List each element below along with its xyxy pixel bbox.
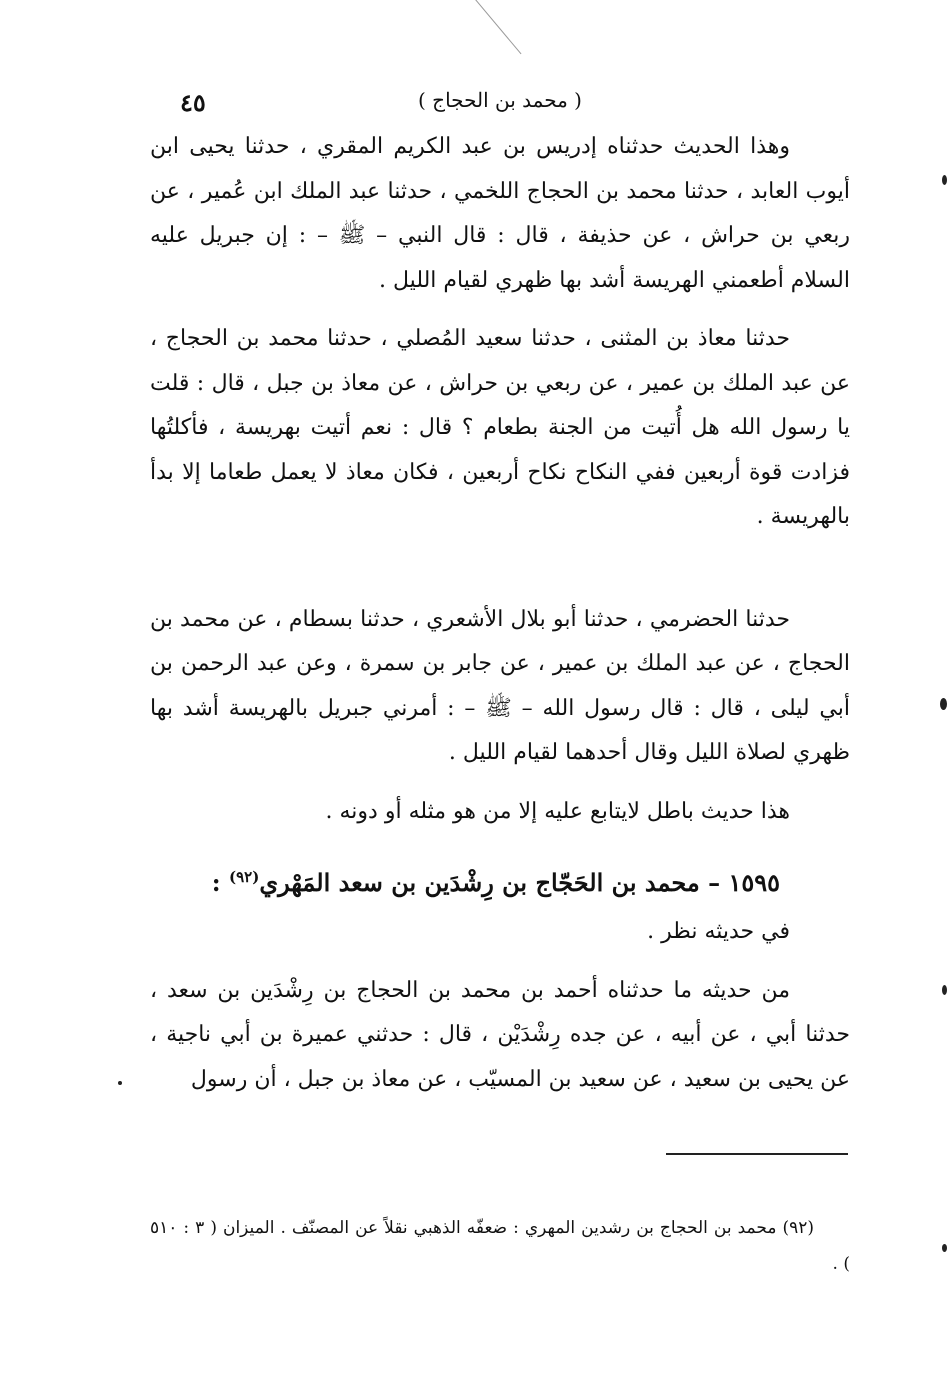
paragraph-3: حدثنا الحضرمي ، حدثنا أبو بلال الأشعري ، حدثنا بسطام ، عن محمد بن الحجاج ، عن عبد الملك بن عمير ، عن جابر بن سمرة ، وعن عبد الرحمن بن أبي ليلى ، قال : قال رسول الله – ﷺ – : أمرني جبريل بالهريسة أشد بها ظهري لصلاة الليل وقال أحدهما لقيام الليل . xyxy=(150,606,850,765)
paragraph-1: وهذا الحديث حدثناه إدريس بن عبد الكريم المقري ، حدثنا يحيى ابن أيوب العابد ، حدثنا محمد بن الحجاج اللخمي ، حدثنا عبد الملك ابن عُمير ، عن ربعي بن حراش ، عن حذيفة ، قال : قال النبي – ﷺ – : إن جبريل عليه السلام أطعمني الهريسة أشد بها ظهري لقيام الليل . xyxy=(150,134,850,293)
margin-dot xyxy=(942,1244,947,1252)
entry-heading-text: ١٥٩٥ – محمد بن الحَجّاج بن رِشْدَين بن سعد المَهْري xyxy=(259,868,780,897)
margin-dot xyxy=(942,175,947,185)
entry-heading-colon: : xyxy=(211,868,229,897)
paragraph-gap xyxy=(150,540,850,598)
footnote-92: (٩٢) محمد بن الحجاج بن رشدين المهري : ضعفّه الذهبي نقلاً عن المصنّف . الميزان ( ٣ : ٥١٠ ) . xyxy=(150,1218,850,1274)
footnote-separator xyxy=(666,1153,848,1155)
page-number: ٤٥ xyxy=(180,88,206,117)
margin-dot xyxy=(940,698,947,710)
paragraph-6: من حديثه ما حدثناه أحمد بن محمد بن الحجاج بن رِشْدَين بن سعد ، حدثنا أبي ، عن أبيه ، عن جده رِشْدَيْن ، قال : حدثني عميرة بن أبي ناجية ، عن يحيى بن سعيد ، عن سعيد بن المسيّب ، عن معاذ بن جبل ، أن رسول xyxy=(150,977,850,1092)
margin-dot xyxy=(118,1081,122,1085)
entry-heading xyxy=(150,856,850,910)
footnote-reference[interactable]: (٩٢) xyxy=(228,868,260,886)
paragraph-2: حدثنا معاذ بن المثنى ، حدثنا سعيد المُصلي ، حدثنا محمد بن الحجاج ، عن عبد الملك بن عمير ، عن ربعي بن حراش ، عن معاذ بن جبل ، قال : قلت يا رسول الله هل أُتيت من الجنة بطعام ؟ قال : نعم أتيت بهريسة ، فأكلتُها فزادت قوة أربعين ففي النكاح نكاح أربعين ، فكان معاذ لا يعمل طعاما إلا بدأ بالهريسة . xyxy=(150,326,850,529)
scan-crease-line xyxy=(450,0,521,54)
paragraph-gap xyxy=(150,303,850,317)
paragraph-4: هذا حديث باطل لايتابع عليه إلا من هو مثله أو دونه . xyxy=(325,798,790,824)
running-title: ( محمد بن الحجاج ) xyxy=(418,88,582,112)
margin-dot xyxy=(942,985,947,995)
paragraph-5: في حديثه نظر . xyxy=(647,919,790,944)
main-text xyxy=(150,125,850,1102)
page-header xyxy=(150,88,850,122)
paragraph-gap xyxy=(150,776,850,790)
paragraph-gap xyxy=(150,955,850,969)
paragraph-gap xyxy=(150,834,850,856)
